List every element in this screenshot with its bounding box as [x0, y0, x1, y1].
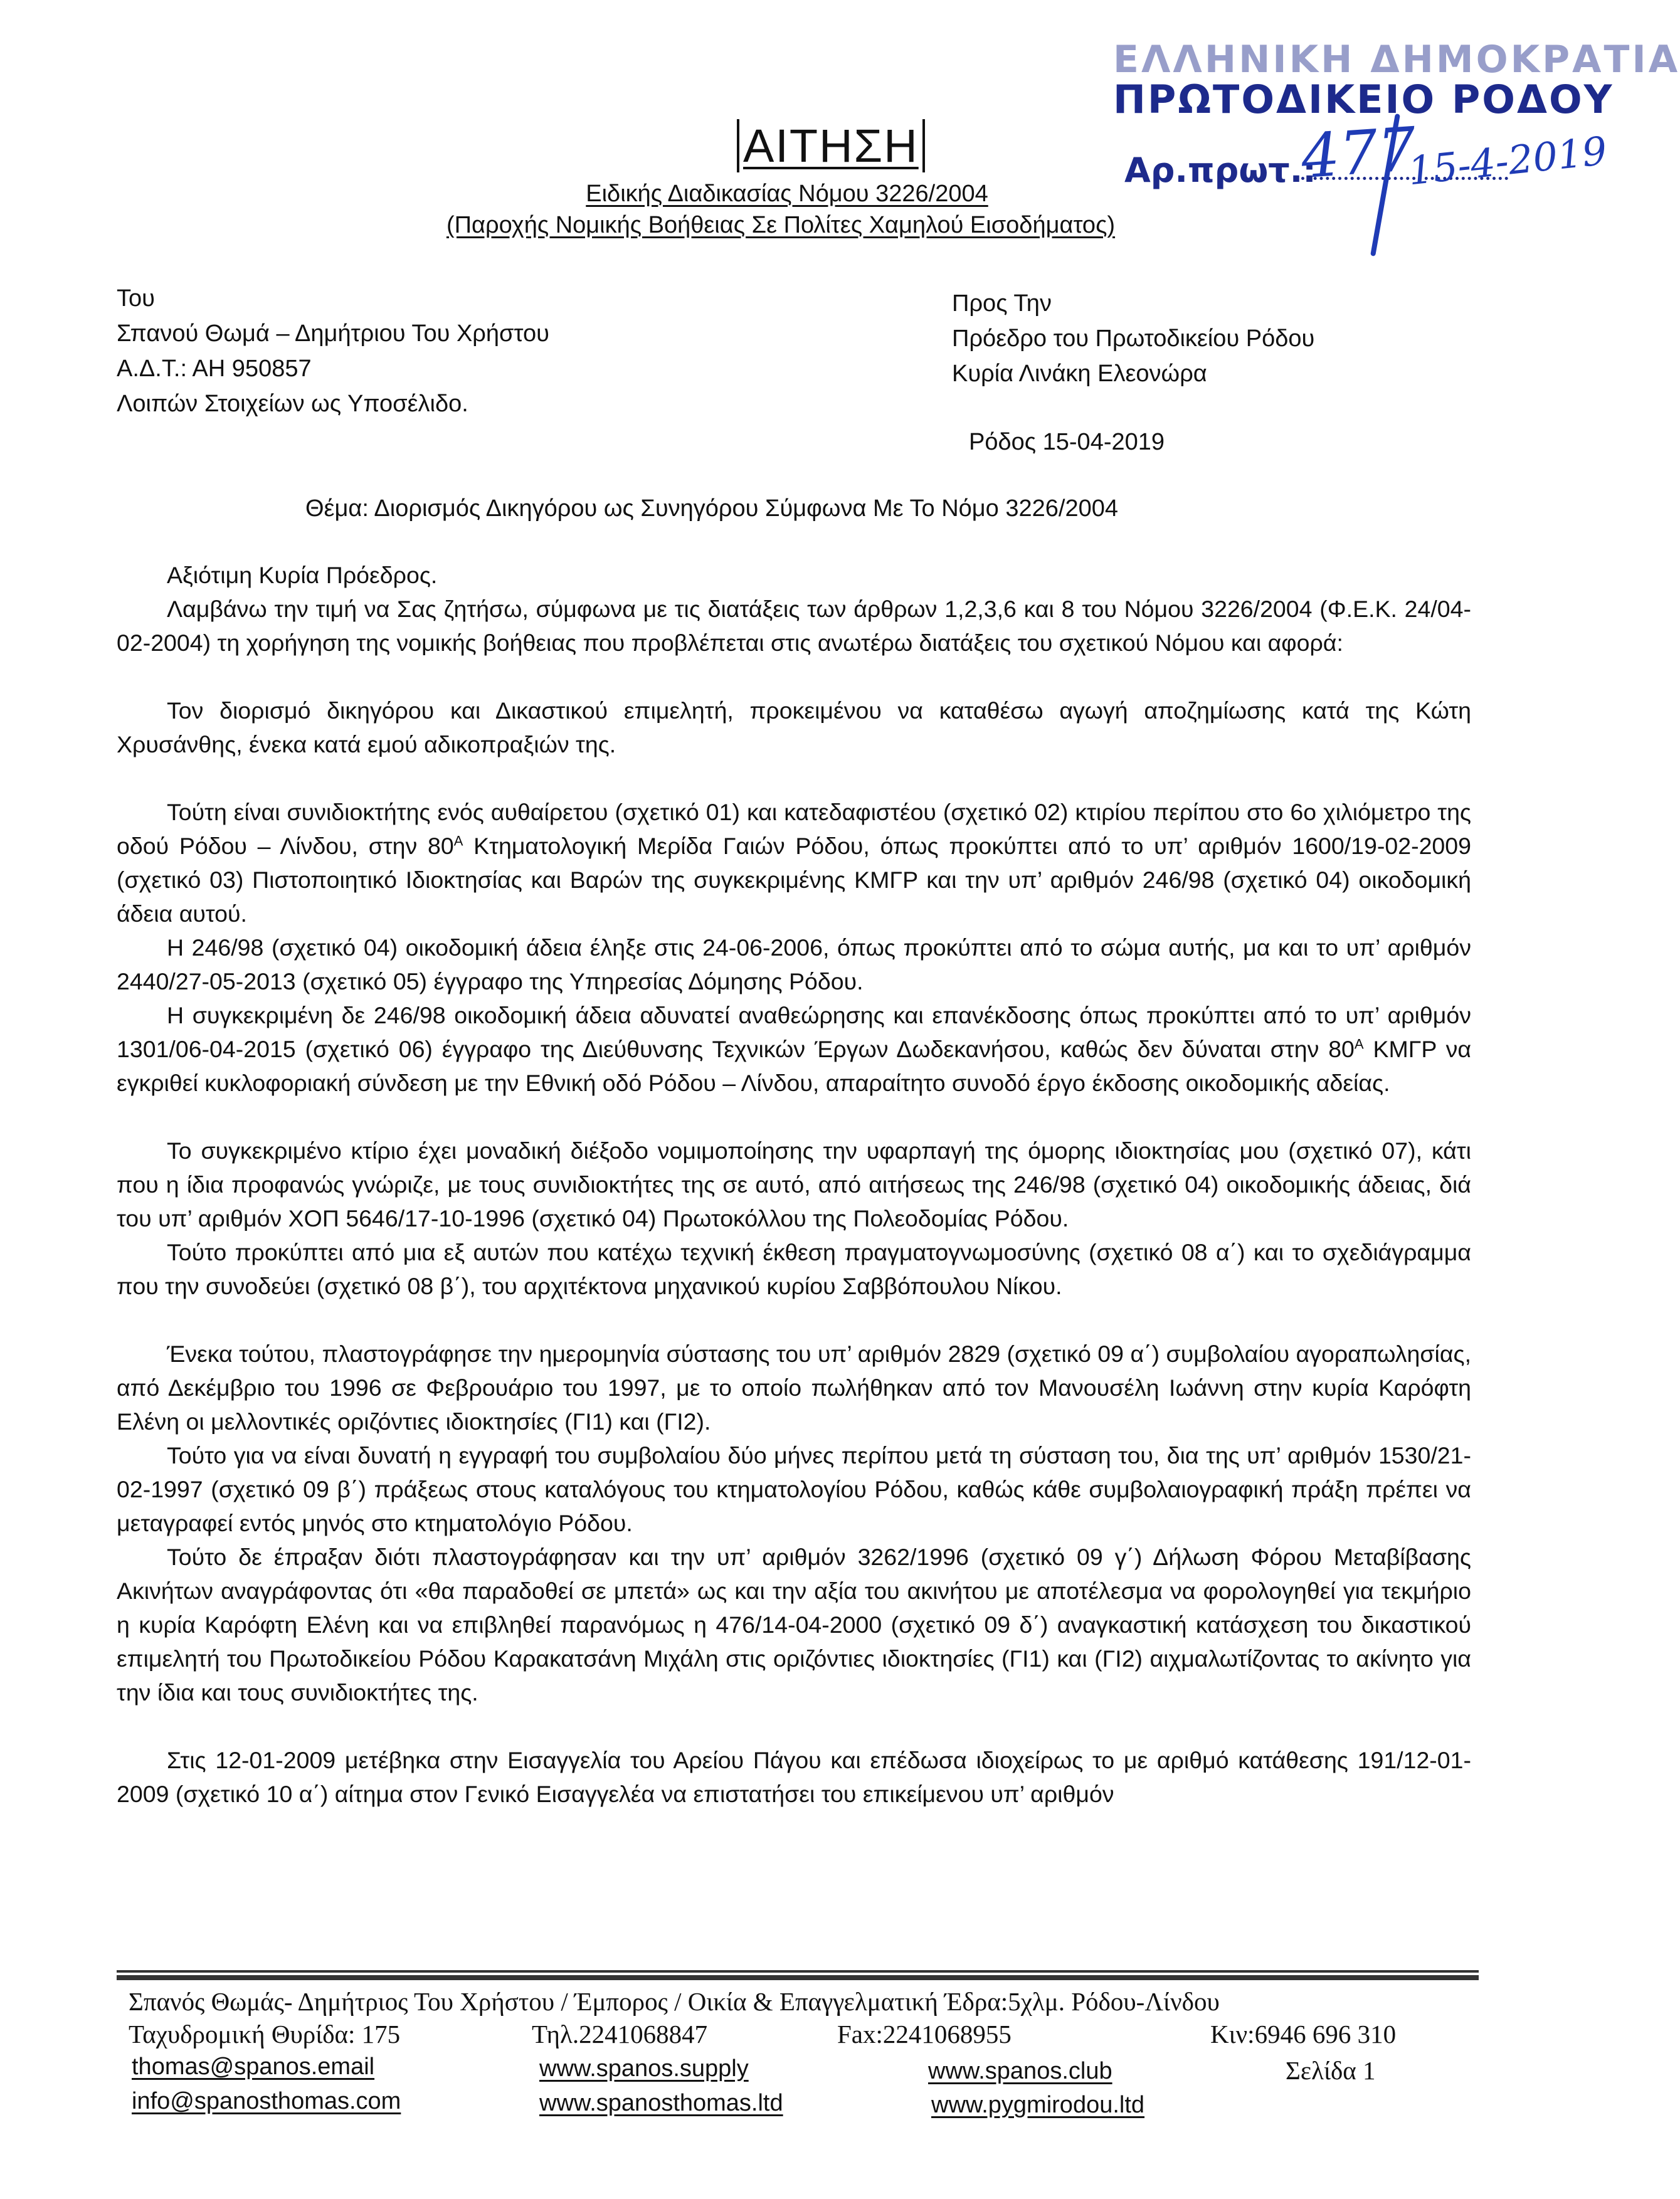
- footer-divider-thick: [117, 1975, 1479, 1980]
- body-paragraph: Η 246/98 (σχετικό 04) οικοδομική άδεια έληξε στις 24-06-2006, όπως προκύπτει από το σώμα αυτής, μα και το υπ’ αριθμόν 2440/27-05-2013 (σχετικό 05) έγγραφο της Υπηρεσίας Δόμησης Ρόδου.: [117, 934, 1471, 994]
- body-paragraph: Τούτο προκύπτει από μια εξ αυτών που κατέχω τεχνική έκθεση πραγματογνωμοσύνης (σχετικό 08 α΄) και το σχεδιάγραμμα που την συνοδεύει (σχετικό 08 β΄), του αρχιτέκτονα μηχανικού κυρίου Σαββόπουλου Νίκου.: [117, 1239, 1471, 1299]
- stamp-protocol-number: 477: [1299, 113, 1418, 192]
- body-paragraph: Τούτο για να είναι δυνατή η εγγραφή του συμβολαίου δύο μήνες περίπου μετά τη σύσταση του, δια της υπ’ αριθμόν 1530/21-02-1997 (σχετικό 09 β΄) πράξεως στους καταλόγους του κτηματολογίου Ρόδου, καθώς κάθε συμβολαιογραφική πράξη πρέπει να μεταγραφεί εντός μηνός στο κτηματολόγιο Ρόδου.: [117, 1442, 1471, 1536]
- paragraph-text: Κτηματολογική Μερίδα Γαιών Ρόδου, όπως προκύπτει από το υπ’ αριθμόν 1600/19-02-2009 (σχετικό 03) Πιστοποιητικό Ιδιοκτησίας και Βαρών της συγκεκριμένης ΚΜΓΡ και την υπ’ αριθμόν 246/98 (σχετικό 04) οικοδομική άδεια αυτού.: [117, 833, 1471, 927]
- paragraph-text: ΚΜΓΡ να εγκριθεί κυκλοφοριακή σύνδεση με την Εθνική οδό Ρόδου – Λίνδου, απαραίτητο συνοδό έργο έκδοσης οικοδομικής αδείας.: [117, 1036, 1471, 1096]
- footer-po-box: Ταχυδρομική Θυρίδα: 175: [129, 2020, 401, 2049]
- footer-divider: [117, 1970, 1479, 1973]
- footer-website-link[interactable]: www.pygmirodou.ltd: [931, 2092, 1145, 2118]
- sender-line: Του: [117, 285, 155, 312]
- body-paragraph: Τον διορισμό δικηγόρου και Δικαστικού επιμελητή, προκειμένου να καταθέσω αγωγή αποζημίωσης κατά της Κώτη Χρυσάνθης, ένεκα κατά εμού αδικοπραξιών της.: [117, 697, 1471, 757]
- page-title: ΑΙΤΗΣΗ: [737, 119, 925, 172]
- sender-block: [117, 281, 549, 421]
- letter-body: [117, 558, 1471, 1811]
- subtitle-law: Ειδικής Διαδικασίας Νόμου 3226/2004: [586, 181, 988, 207]
- document-date: Ρόδος 15-04-2019: [969, 429, 1165, 455]
- stamp-authority: ΕΛΛΗΝΙΚΗ ΔΗΜΟΚΡΑΤΙΑ: [1113, 38, 1680, 82]
- superscript: Α: [453, 833, 463, 849]
- body-paragraph: Ένεκα τούτου, πλαστογράφησε την ημερομηνία σύστασης του υπ’ αριθμόν 2829 (σχετικό 09 α΄) συμβολαίου αγοραπωλησίας, από Δεκέμβριο του 1996 σε Φεβρουάριο του 1997, με το οποίο πωλήθηκαν από τον Μανουσέλη Ιωάννη στην κυρία Καρόφτη Ελένη οι μελλοντικές οριζόντιες ιδιοκτησίες (ΓΙ1) και (ΓΙ2).: [117, 1341, 1471, 1435]
- footer-website-link[interactable]: www.spanos.club: [928, 2058, 1112, 2084]
- footer-mobile: Κιν:6946 696 310: [1210, 2020, 1397, 2049]
- footer-page-number: Σελίδα 1: [1286, 2056, 1376, 2085]
- paragraph-text: Τούτη είναι συνιδιοκτήτης ενός αυθαίρετου (σχετικό 01) και κατεδαφιστέου (σχετικό 02) κτιρίου περίπου στο 6ο χιλιόμετρο της οδού Ρόδου – Λίνδου, στην 80: [117, 799, 1471, 859]
- footer-fax: Fax:2241068955: [837, 2020, 1012, 2049]
- sender-name: Σπανού Θωμά – Δημήτριου Του Χρήστου: [117, 320, 549, 347]
- stamp-court: ΠΡΩΤΟΔΙΚΕΙΟ ΡΟΔΟΥ: [1113, 76, 1614, 122]
- body-paragraph: Λαμβάνω την τιμή να Σας ζητήσω, σύμφωνα με τις διατάξεις των άρθρων 1,2,3,6 και 8 του Νόμου 3226/2004 (Φ.Ε.Κ. 24/04-02-2004) τη χορήγηση της νομικής βοήθειας που προβλέπεται στις ανωτέρω διατάξεις του σχετικού Νόμου και αφορά:: [117, 596, 1471, 656]
- recipient-line: Προς Την: [952, 290, 1052, 317]
- body-paragraph: [117, 998, 1471, 1100]
- recipient-name: Κυρία Λινάκη Ελεονώρα: [952, 361, 1207, 387]
- recipient-title: Πρόεδρο του Πρωτοδικείου Ρόδου: [952, 325, 1315, 352]
- recipient-block: [952, 286, 1314, 391]
- footer-phone: Τηλ.2241068847: [532, 2020, 708, 2049]
- body-paragraph: Τούτο δε έπραξαν διότι πλαστογράφησαν και την υπ’ αριθμόν 3262/1996 (σχετικό 09 γ΄) Δήλωση Φόρου Μεταβίβασης Ακινήτων αναγράφοντας ότι «θα παραδοθεί σε μπετά» ως και την αξία του ακινήτου με αποτέλεσμα να φορολογηθεί για τεκμήριο η κυρία Καρόφτη Ελένη και να επιβληθεί παρανόμως η 476/14-04-2000 (σχετικό 09 δ΄) αναγκαστική κατάσχεση του δικαστικού επιμελητή του Πρωτοδικείου Ρόδου Καρακατσάνη Μιχάλη στις οριζόντιες ιδιοκτησίες (ΓΙ1) και (ΓΙ2) αιχμαλωτίζοντας το ακίνητο για την ίδια και τους συνιδιοκτήτες της.: [117, 1544, 1471, 1706]
- footer-website-link[interactable]: www.spanosthomas.ltd: [539, 2090, 783, 2116]
- footer-email-link[interactable]: thomas@spanos.email: [132, 2054, 375, 2080]
- sender-note: Λοιπών Στοιχείων ως Υποσέλιδο.: [117, 391, 468, 417]
- body-paragraph: Το συγκεκριμένο κτίριο έχει μοναδική διέξοδο νομιμοποίησης την υφαρπαγή της όμορης ιδιοκτησίας μου (σχετικό 07), κάτι που η ίδια προφανώς γνώριζε, με τους συνιδιοκτήτες της σε αυτό, από αιτήσεως της 246/98 (σχετικό 04) οικοδομικής άδειας, διά του υπ’ αριθμόν ΧΟΠ 5646/17-10-1996 (σχετικό 04) Πρωτοκόλλου της Πολεοδομίας Ρόδου.: [117, 1137, 1471, 1231]
- footer-sender-info: Σπανός Θωμάς- Δημήτριος Του Χρήστου / Έμπορος / Οικία & Επαγγελματική Έδρα:5χλμ. Ρόδου-Λίνδου: [129, 1987, 1220, 2016]
- paragraph-text: Η συγκεκριμένη δε 246/98 οικοδομική άδεια αδυνατεί αναθεώρησης και επανέκδοσης όπως προκύπτει από το υπ’ αριθμόν 1301/06-04-2015 (σχετικό 06) έγγραφο της Διεύθυνσης Τεχνικών Έργων Δωδεκανήσου, καθώς δεν δύναται στην 80: [117, 1002, 1471, 1062]
- stamp-protocol-date: 15-4-2019: [1406, 127, 1609, 194]
- stamp-protocol-label: Αρ.πρωτ.:: [1124, 150, 1316, 190]
- subject-line: Θέμα: Διορισμός Δικηγόρου ως Συνηγόρου Σύμφωνα Με Το Νόμο 3226/2004: [305, 495, 1118, 522]
- superscript: Α: [1354, 1036, 1364, 1052]
- salutation: Αξιότιμη Κυρία Πρόεδρος.: [167, 562, 438, 588]
- subtitle-legal-aid: (Παροχής Νομικής Βοήθειας Σε Πολίτες Χαμηλού Εισοδήματος): [446, 212, 1116, 238]
- footer-email-link[interactable]: info@spanosthomas.com: [132, 2088, 401, 2114]
- footer-website-link[interactable]: www.spanos.supply: [539, 2055, 749, 2082]
- sender-id: Α.Δ.Τ.: ΑΗ 950857: [117, 356, 312, 382]
- body-paragraph: Στις 12-01-2009 μετέβηκα στην Εισαγγελία του Αρείου Πάγου και επέδωσα ιδιοχείρως το με αριθμό κατάθεσης 191/12-01-2009 (σχετικό 10 α΄) αίτημα στον Γενικό Εισαγγελέα να επιστατήσει του επικείμενου υπ’ αριθμόν: [117, 1747, 1471, 1807]
- body-paragraph: [117, 795, 1471, 931]
